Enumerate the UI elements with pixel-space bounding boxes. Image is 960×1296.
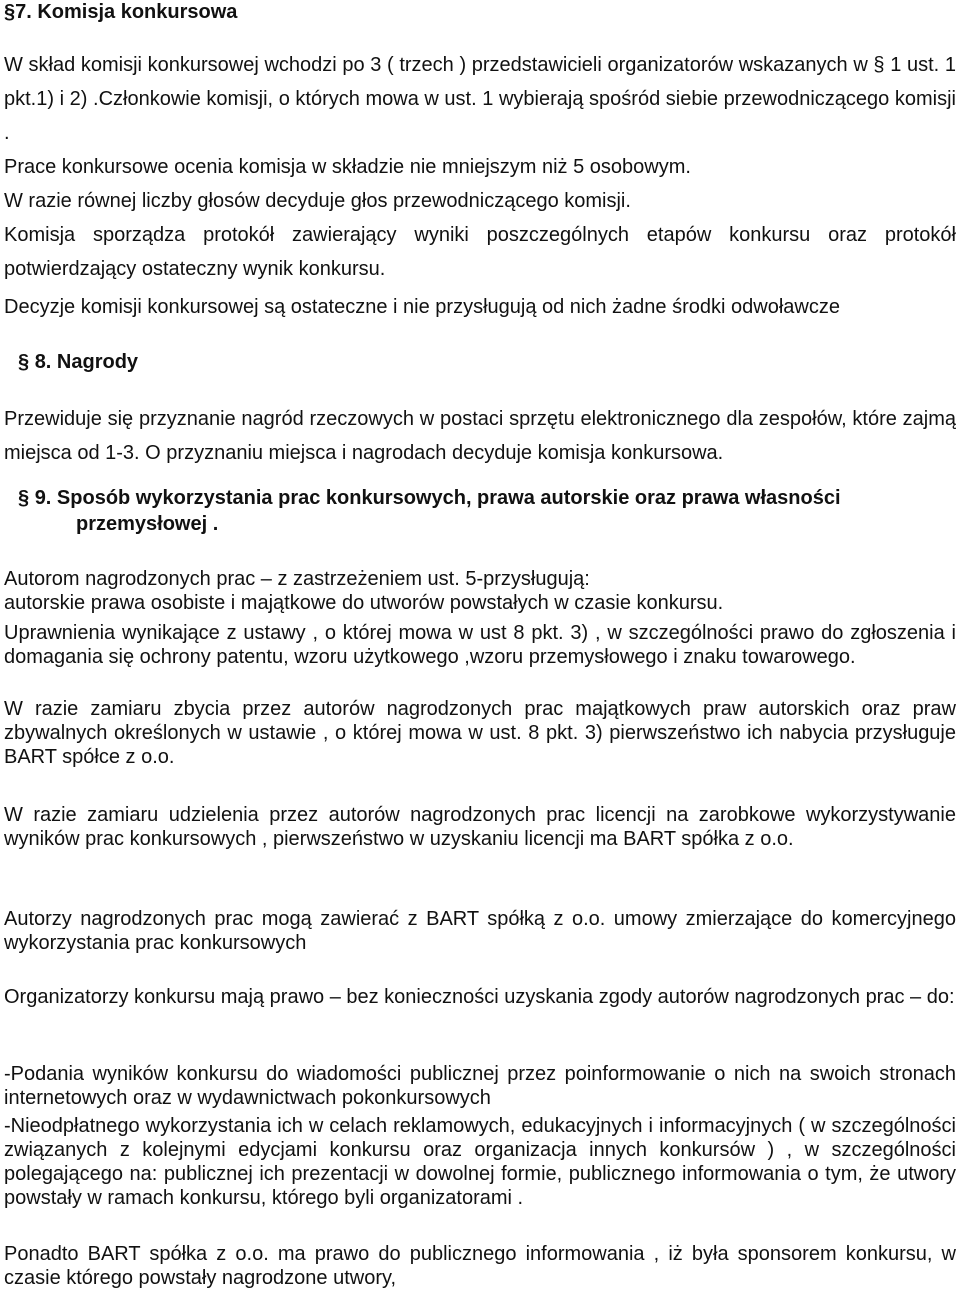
section-7-heading <box>4 0 956 24</box>
s9-paragraph-9: Ponadto BART spółka z o.o. ma prawo do publicznego informowania , iż była sponsorem konkursu, w czasie którego powstały nagrodzone utwory, <box>4 1243 956 1289</box>
section-title: 8. Nagrody <box>34 351 139 373</box>
s7-paragraph-4: Komisja sporządza protokół zawierający wyniki poszczególnych etapów konkursu oraz protokół potwierdzający ostateczny wynik konkursu. <box>4 224 956 280</box>
section-8-heading <box>18 350 956 374</box>
s9-paragraph-7: -Podania wyników konkursu do wiadomości publicznej przez poinformowanie o nich na swoich stronach internetowych oraz w wydawnictwach pokonkursowych <box>4 1063 956 1109</box>
s9-paragraph-2: Uprawnienia wynikające z ustawy , o której mowa w ust 8 pkt. 3) , w szczególności prawo do zgłoszenia i domagania się ochrony patentu, wzoru użytkowego ,wzoru przemysłowego i znaku towarowego. <box>4 622 956 668</box>
text: W skład komisji konkursowej wchodzi po 3 ( trzech ) przedstawicieli organizatorów wskazanych w <box>4 54 868 76</box>
s9-paragraph-5: Autorzy nagrodzonych prac mogą zawierać z BART spółką z o.o. umowy zmierzające do komercyjnego wykorzystania prac konkursowych <box>4 908 956 954</box>
s9-paragraph-8: -Nieodpłatnego wykorzystania ich w celach reklamowych, edukacyjnych i informacyjnych ( w szczególności związanych z kolejnymi edycjami konkursu oraz organizacja innych konkursów ) , w szczególności polegającego na: publicznej ich prezentacji w dowolnej formie, publicznego informowania o tym, że utwory powstały w ramach konkursu, którego byli organizatorami . <box>4 1115 956 1209</box>
section-sign: § <box>18 351 30 373</box>
s9-paragraph-4: W razie zamiaru udzielenia przez autorów nagrodzonych prac licencji na zarobkowe wykorzystywanie wyników prac konkursowych , pierwszeństwo w uzyskaniu licencji ma BART spółka z o.o. <box>4 804 956 850</box>
section-sign: § <box>4 1 16 23</box>
section-title: 9. Sposób wykorzystania prac konkursowych, prawa autorskie oraz prawa własności <box>34 487 841 509</box>
text-line: autorskie prawa osobiste i majątkowe do utworów powstałych w czasie konkursu. <box>4 592 724 614</box>
section-sign: § <box>873 54 885 76</box>
s8-paragraph-1: Przewiduje się przyznanie nagród rzeczowych w postaci sprzętu elektronicznego dla zespołów, które zajmą miejsca od 1-3. O przyznaniu miejsca i nagrodach decyduje komisja konkursowa. <box>4 408 956 464</box>
section-title: 7. Komisja konkursowa <box>15 1 238 23</box>
s7-paragraph-2: Prace konkursowe ocenia komisja w składzie nie mniejszym niż 5 osobowym. <box>4 156 691 178</box>
s7-paragraph-3: W razie równej liczby głosów decyduje głos przewodniczącego komisji. <box>4 190 631 212</box>
s9-paragraph-1 <box>4 567 956 615</box>
section-sign: § <box>18 487 30 509</box>
s9-paragraph-6: Organizatorzy konkursu mają prawo – bez konieczności uzyskania zgody autorów nagrodzonych prac – do: <box>4 986 955 1008</box>
section-9-heading <box>18 486 956 510</box>
text: 1 ust. 1 pkt.1) i 2) .Członkowie komisji, o których mowa w ust. 1 wybierają spośród siebie przewodniczącego komisji . <box>4 54 956 144</box>
s9-paragraph-3: W razie zamiaru zbycia przez autorów nagrodzonych prac majątkowych praw autorskich oraz praw zbywalnych określonych w ustawie , o której mowa w ust. 8 pkt. 3) pierwszeństwo ich nabycia przysługuje BART spółce z o.o. <box>4 698 956 768</box>
section-9-heading-continued: przemysłowej . <box>76 513 219 535</box>
text-line: Autorom nagrodzonych prac – z zastrzeżeniem ust. 5-przysługują: <box>4 568 590 590</box>
s7-paragraph-1 <box>4 48 956 150</box>
s7-paragraph-5: Decyzje komisji konkursowej są ostateczne i nie przysługują od nich żadne środki odwoławcze <box>4 296 840 318</box>
